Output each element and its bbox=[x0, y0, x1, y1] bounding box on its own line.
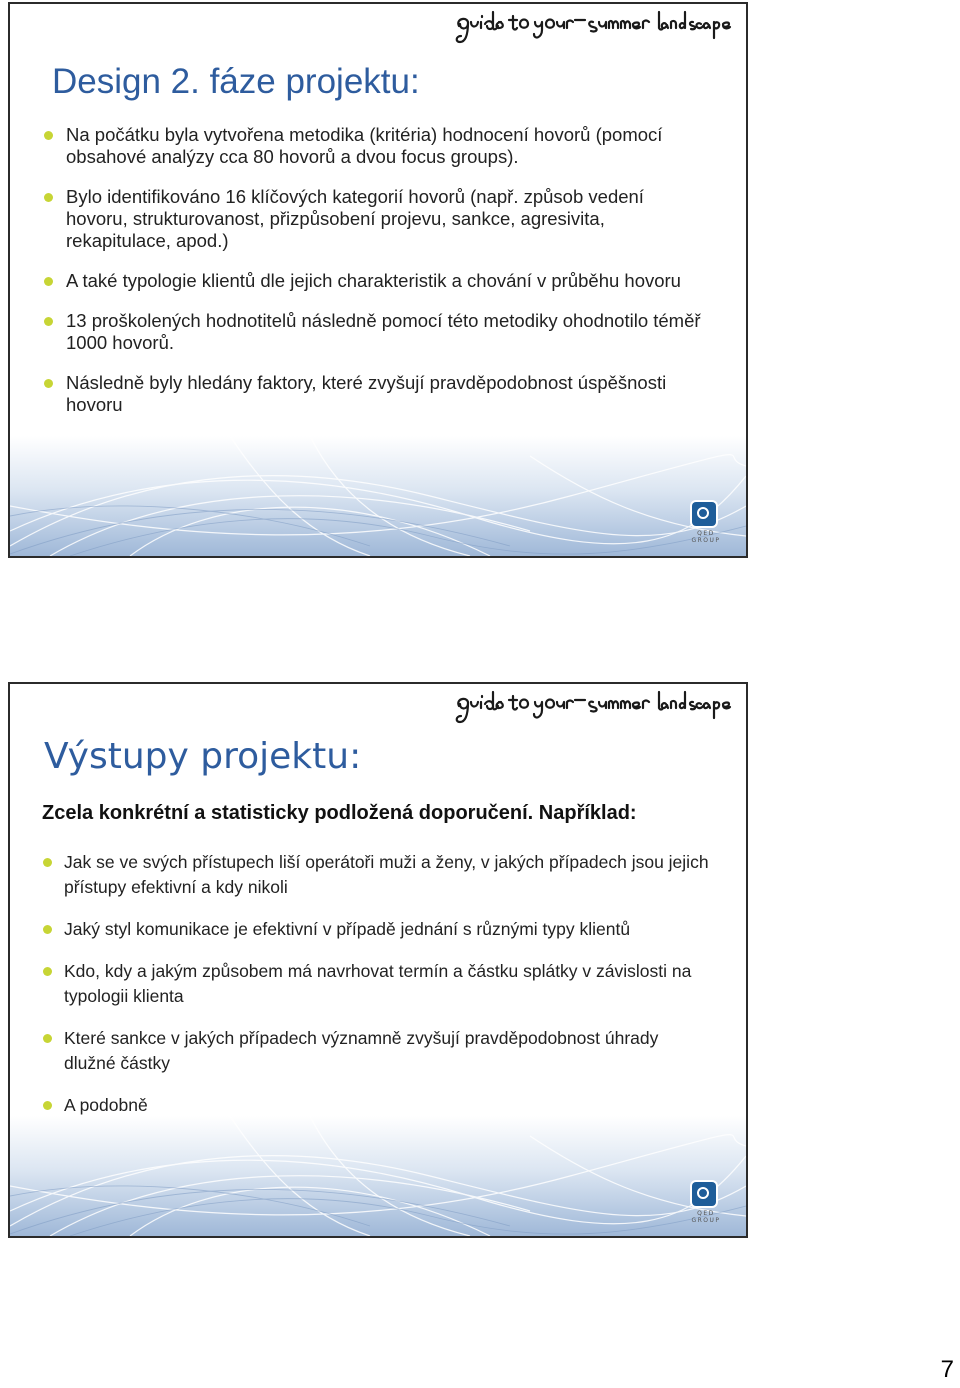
logo-script-graphic bbox=[453, 8, 738, 48]
list-item-text: A také typologie klientů dle jejich charakteristik a chování v průběhu hovoru bbox=[66, 270, 681, 291]
slide-project-outputs bbox=[8, 682, 748, 1238]
logo-script-graphic bbox=[453, 688, 738, 728]
list-item bbox=[66, 310, 706, 354]
bullet-dot-icon bbox=[43, 967, 52, 976]
list-item-text: Bylo identifikováno 16 klíčových kategorií hovorů (např. způsob vedení hovoru, strukturovanost, přizpůsobení projevu, sankce, agresivita, rekapitulace, apod.) bbox=[66, 186, 644, 251]
slide-design-phase bbox=[8, 2, 748, 558]
wave-graphic bbox=[10, 436, 746, 556]
list-item bbox=[64, 1026, 714, 1076]
list-item bbox=[64, 917, 714, 942]
list-item bbox=[66, 372, 706, 416]
list-item bbox=[66, 186, 706, 252]
bullet-dot-icon bbox=[43, 858, 52, 867]
bullet-list bbox=[64, 850, 714, 1135]
list-item-text: Jaký styl komunikace je efektivní v případě jednání s různými typy klientů bbox=[64, 919, 631, 939]
company-badge bbox=[684, 1182, 728, 1226]
list-item bbox=[66, 270, 706, 292]
list-item bbox=[64, 850, 714, 900]
decorative-wave-footer bbox=[10, 1116, 746, 1236]
list-item-text: 13 proškolených hodnotitelů následně pomocí této metodiky ohodnotilo téměř 1000 hovorů. bbox=[66, 310, 701, 353]
bullet-dot-icon bbox=[44, 131, 53, 140]
company-badge-text: QED GROUP bbox=[691, 530, 721, 544]
company-badge-text: QED GROUP bbox=[691, 1210, 721, 1224]
bullet-dot-icon bbox=[44, 379, 53, 388]
slide-subtitle: Zcela konkrétní a statisticky podložená doporučení. Například: bbox=[42, 802, 637, 824]
list-item-text: Kdo, kdy a jakým způsobem má navrhovat termín a částku splátky v závislosti na typologii klienta bbox=[64, 961, 692, 1006]
page-number: 7 bbox=[940, 1356, 954, 1383]
list-item-text: Následně byly hledány faktory, které zvyšují pravděpodobnost úspěšnosti hovoru bbox=[66, 372, 667, 415]
bullet-dot-icon bbox=[44, 317, 53, 326]
logo-handwritten bbox=[453, 688, 738, 728]
bullet-dot-icon bbox=[44, 277, 53, 286]
bullet-dot-icon bbox=[43, 925, 52, 934]
logo-handwritten bbox=[453, 8, 738, 48]
list-item-text: Na počátku byla vytvořena metodika (kritéria) hodnocení hovorů (pomocí obsahové analýzy cca 80 hovorů a dvou focus groups). bbox=[66, 124, 663, 167]
bullet-dot-icon bbox=[43, 1101, 52, 1110]
slide-title: Výstupy projektu: bbox=[44, 736, 362, 777]
company-logo-icon bbox=[692, 502, 716, 526]
list-item-text: A podobně bbox=[64, 1095, 148, 1115]
decorative-wave-footer bbox=[10, 436, 746, 556]
slide-title: Design 2. fáze projektu: bbox=[52, 62, 420, 101]
list-item bbox=[64, 1093, 714, 1118]
wave-graphic bbox=[10, 1116, 746, 1236]
bullet-dot-icon bbox=[43, 1034, 52, 1043]
list-item bbox=[66, 124, 706, 168]
list-item bbox=[64, 959, 714, 1009]
company-logo-icon bbox=[692, 1182, 716, 1206]
company-badge bbox=[684, 502, 728, 546]
bullet-dot-icon bbox=[44, 193, 53, 202]
list-item-text: Jak se ve svých přístupech liší operátoři muži a ženy, v jakých případech jsou jejich přístupy efektivní a kdy nikoli bbox=[64, 852, 709, 897]
list-item-text: Které sankce v jakých případech významně zvyšují pravděpodobnost úhrady dlužné částky bbox=[64, 1028, 659, 1073]
bullet-list bbox=[66, 124, 706, 434]
